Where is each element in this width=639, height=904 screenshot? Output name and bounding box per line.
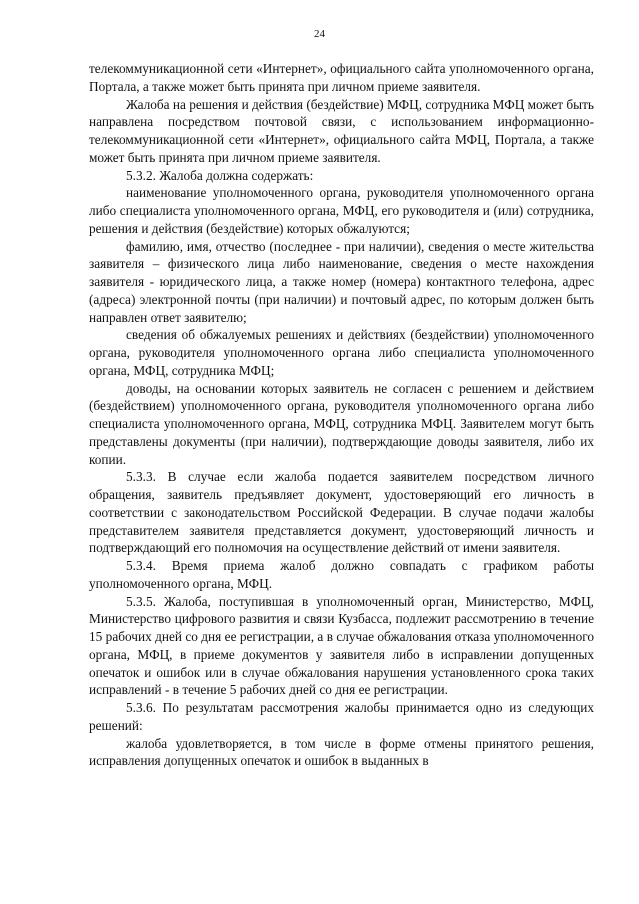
paragraph-1: телекоммуникационной сети «Интернет», официального сайта уполномоченного органа, Портала, а также может быть принята при личном приеме заявителя. <box>89 61 594 94</box>
page-number: 24 <box>314 28 325 40</box>
document-body <box>89 60 594 770</box>
paragraph-7: доводы, на основании которых заявитель не согласен с решением и действием (бездействием) уполномоченного органа, руководителя уполномоченного органа либо специалиста уполномоченного органа, МФЦ, сотрудника МФЦ. Заявителем могут быть представлены документы (при наличии), подтверждающие доводы заявителя, либо их копии. <box>89 380 594 467</box>
paragraph-8: 5.3.3. В случае если жалоба подается заявителем посредством личного обращения, заявитель предъявляет документ, удостоверяющий его личность в соответствии с законодательством Российской Федерации. В случае подачи жалобы представителем заявителя представляется документ, удостоверяющий личность и подтверждающий его полномочия на осуществление действий от имени заявителя. <box>89 469 594 556</box>
paragraph-5: фамилию, имя, отчество (последнее - при наличии), сведения о месте жительства заявителя – физического лица либо наименование, сведения о месте нахождения заявителя - юридического лица, а также номер (номера) контактного телефона, адрес (адреса) электронной почты (при наличии) и почтовый адрес, по которым должен быть направлен ответ заявителю; <box>89 238 594 325</box>
paragraph-3: 5.3.2. Жалоба должна содержать: <box>126 167 314 183</box>
paragraph-10: 5.3.5. Жалоба, поступившая в уполномоченный орган, Министерство, МФЦ, Министерство цифрового развития и связи Кузбасса, подлежит рассмотрению в течение 15 рабочих дней со дня ее регистрации, а в случае обжалования отказа уполномоченного органа, МФЦ, в приеме документов у заявителя либо в исправлении допущенных опечаток и ошибок или в случае обжалования нарушения установленного срока таких исправлений - в течение 5 рабочих дней со дня ее регистрации. <box>89 593 594 698</box>
paragraph-12: жалоба удовлетворяется, в том числе в форме отмены принятого решения, исправления допущенных опечаток и ошибок в выданных в <box>89 735 594 769</box>
paragraph-9: 5.3.4. Время приема жалоб должно совпадать с графиком работы уполномоченного органа, МФЦ. <box>89 558 594 591</box>
paragraph-6: сведения об обжалуемых решениях и действиях (бездействии) уполномоченного органа, руководителя уполномоченного органа либо специалиста уполномоченного органа, МФЦ, сотрудника МФЦ; <box>89 327 594 378</box>
paragraph-11: 5.3.6. По результатам рассмотрения жалобы принимается одно из следующих решений: <box>89 700 594 733</box>
paragraph-4: наименование уполномоченного органа, руководителя уполномоченного органа либо специалиста уполномоченного органа, МФЦ, его руководителя и (или) сотрудника, решения и действия (бездействие) которых обжалуются; <box>89 185 594 236</box>
paragraph-2: Жалоба на решения и действия (бездействие) МФЦ, сотрудника МФЦ может быть направлена посредством почтовой связи, с использованием информационно-телекоммуникационной сети «Интернет», официального сайта МФЦ, Портала, а также может быть принята при личном приеме заявителя. <box>89 96 594 165</box>
